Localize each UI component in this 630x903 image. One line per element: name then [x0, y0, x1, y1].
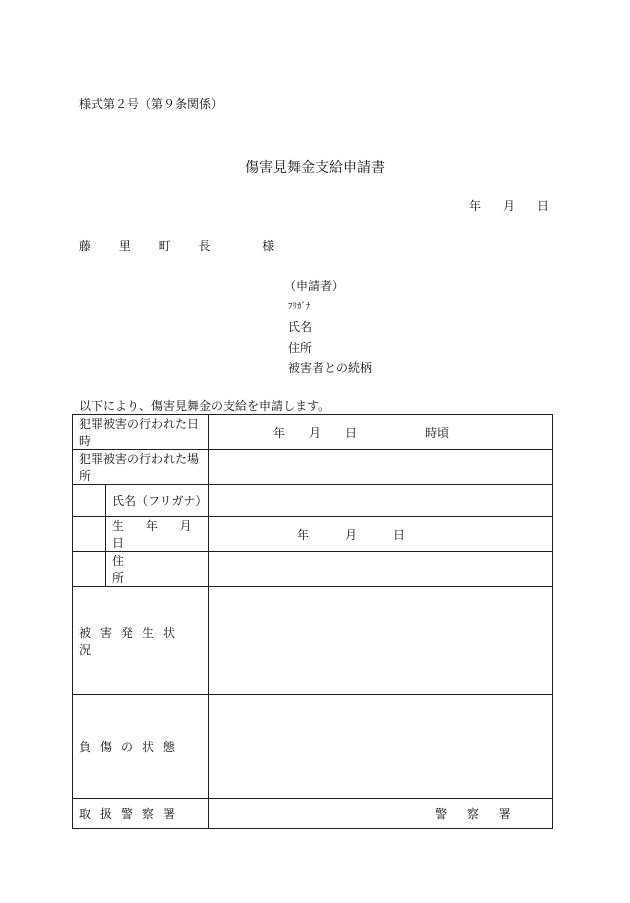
victim-group-cell [73, 517, 106, 552]
table-row [73, 799, 553, 829]
applicant-heading: （申請者） [284, 279, 345, 293]
victim-group-cell [73, 552, 106, 587]
crime-day-label: 日 [345, 425, 358, 440]
intro-text: 以下により、傷害見舞金の支給を申請します。 [79, 399, 331, 413]
victim-name-label: 氏名（フリガナ） [106, 485, 209, 517]
applicant-relation-label: 被害者との続柄 [288, 361, 373, 375]
victim-name-field[interactable] [209, 485, 553, 517]
table-row [73, 552, 553, 587]
date-month-label: 月 [503, 199, 516, 213]
crime-datetime-field[interactable] [209, 415, 553, 450]
birth-day-label: 日 [393, 527, 406, 542]
applicant-name-label: 氏名 [288, 320, 313, 334]
injury-state-label: 負傷の状態 [73, 695, 209, 799]
table-row [73, 695, 553, 799]
crime-place-label: 犯罪被害の行われた場所 [73, 450, 209, 485]
birth-year-label: 年 [297, 527, 310, 542]
crime-place-field[interactable] [209, 450, 553, 485]
application-date [469, 197, 549, 214]
victim-birth-field[interactable] [209, 517, 553, 552]
crime-datetime-label: 犯罪被害の行われた日時 [73, 415, 209, 450]
police-station-field[interactable] [209, 799, 553, 829]
page-title: 傷害見舞金支給申請書 [245, 160, 385, 176]
birth-month-label: 月 [345, 527, 358, 542]
injury-state-field[interactable] [209, 695, 553, 799]
form-number: 様式第２号（第９条関係） [79, 97, 224, 111]
crime-year-label: 年 [273, 425, 286, 440]
crime-hour-label: 時頃 [425, 425, 450, 440]
crime-month-label: 月 [309, 425, 322, 440]
police-station-suffix: 警 察 署 [435, 807, 519, 821]
applicant-block [284, 276, 373, 379]
table-row [73, 485, 553, 517]
application-table [72, 414, 553, 829]
damage-situation-field[interactable] [209, 587, 553, 695]
damage-situation-label: 被害発生状況 [73, 587, 209, 695]
date-day-label: 日 [537, 199, 550, 213]
table-row [73, 517, 553, 552]
table-row [73, 415, 553, 450]
applicant-furigana-label: ﾌﾘｶﾞﾅ [288, 301, 311, 312]
victim-address-field[interactable] [209, 552, 553, 587]
victim-group-cell [73, 485, 106, 517]
victim-birth-label: 生 年 月 日 [106, 517, 209, 552]
police-station-label: 取扱警察署 [73, 799, 209, 829]
table-row [73, 450, 553, 485]
addressee: 藤 里 町 長 様 [79, 239, 287, 253]
table-row [73, 587, 553, 695]
applicant-address-label: 住所 [288, 340, 313, 355]
date-year-label: 年 [469, 199, 482, 213]
victim-address-label: 住 所 [106, 552, 209, 587]
